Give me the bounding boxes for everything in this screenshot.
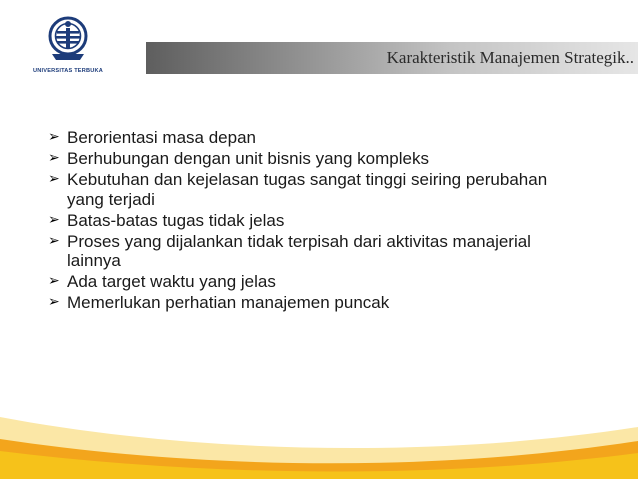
bullet-item [48,293,548,313]
arrow-right-icon: ➢ [48,294,60,310]
slide-title: Karakteristik Manajemen Strategik.. [386,48,634,67]
bullet-item [48,232,548,271]
university-logo [18,14,118,76]
bullet-text: Berorientasi masa depan [67,128,257,147]
bullet-text: Kebutuhan dan kejelasan tugas sangat tinggi seiring perubahan yang terjadi [67,170,548,209]
bullet-list [48,128,548,314]
university-emblem-icon [46,14,90,66]
arrow-right-icon: ➢ [48,211,60,228]
bottom-swoosh [0,389,638,479]
bullet-text: Memerlukan perhatian manajemen puncak [67,293,390,312]
arrow-right-icon: ➢ [48,171,60,187]
bullet-item [48,149,548,169]
bullet-text: Batas-batas tugas tidak jelas [67,210,285,230]
bullet-text: Proses yang dijalankan tidak terpisah dari aktivitas manajerial lainnya [67,231,531,270]
bullet-text: Berhubungan dengan unit bisnis yang kompleks [67,149,429,168]
bullet-item [48,128,548,148]
arrow-right-icon: ➢ [48,273,60,289]
arrow-right-icon: ➢ [48,150,60,166]
bullet-item [48,170,548,209]
arrow-right-icon: ➢ [48,232,60,249]
bullet-item [48,272,548,292]
title-bar [146,42,638,74]
bullet-item [48,211,548,231]
arrow-right-icon: ➢ [48,129,60,145]
bullet-text: Ada target waktu yang jelas [67,272,276,291]
logo-text: UNIVERSITAS TERBUKA [33,68,103,74]
